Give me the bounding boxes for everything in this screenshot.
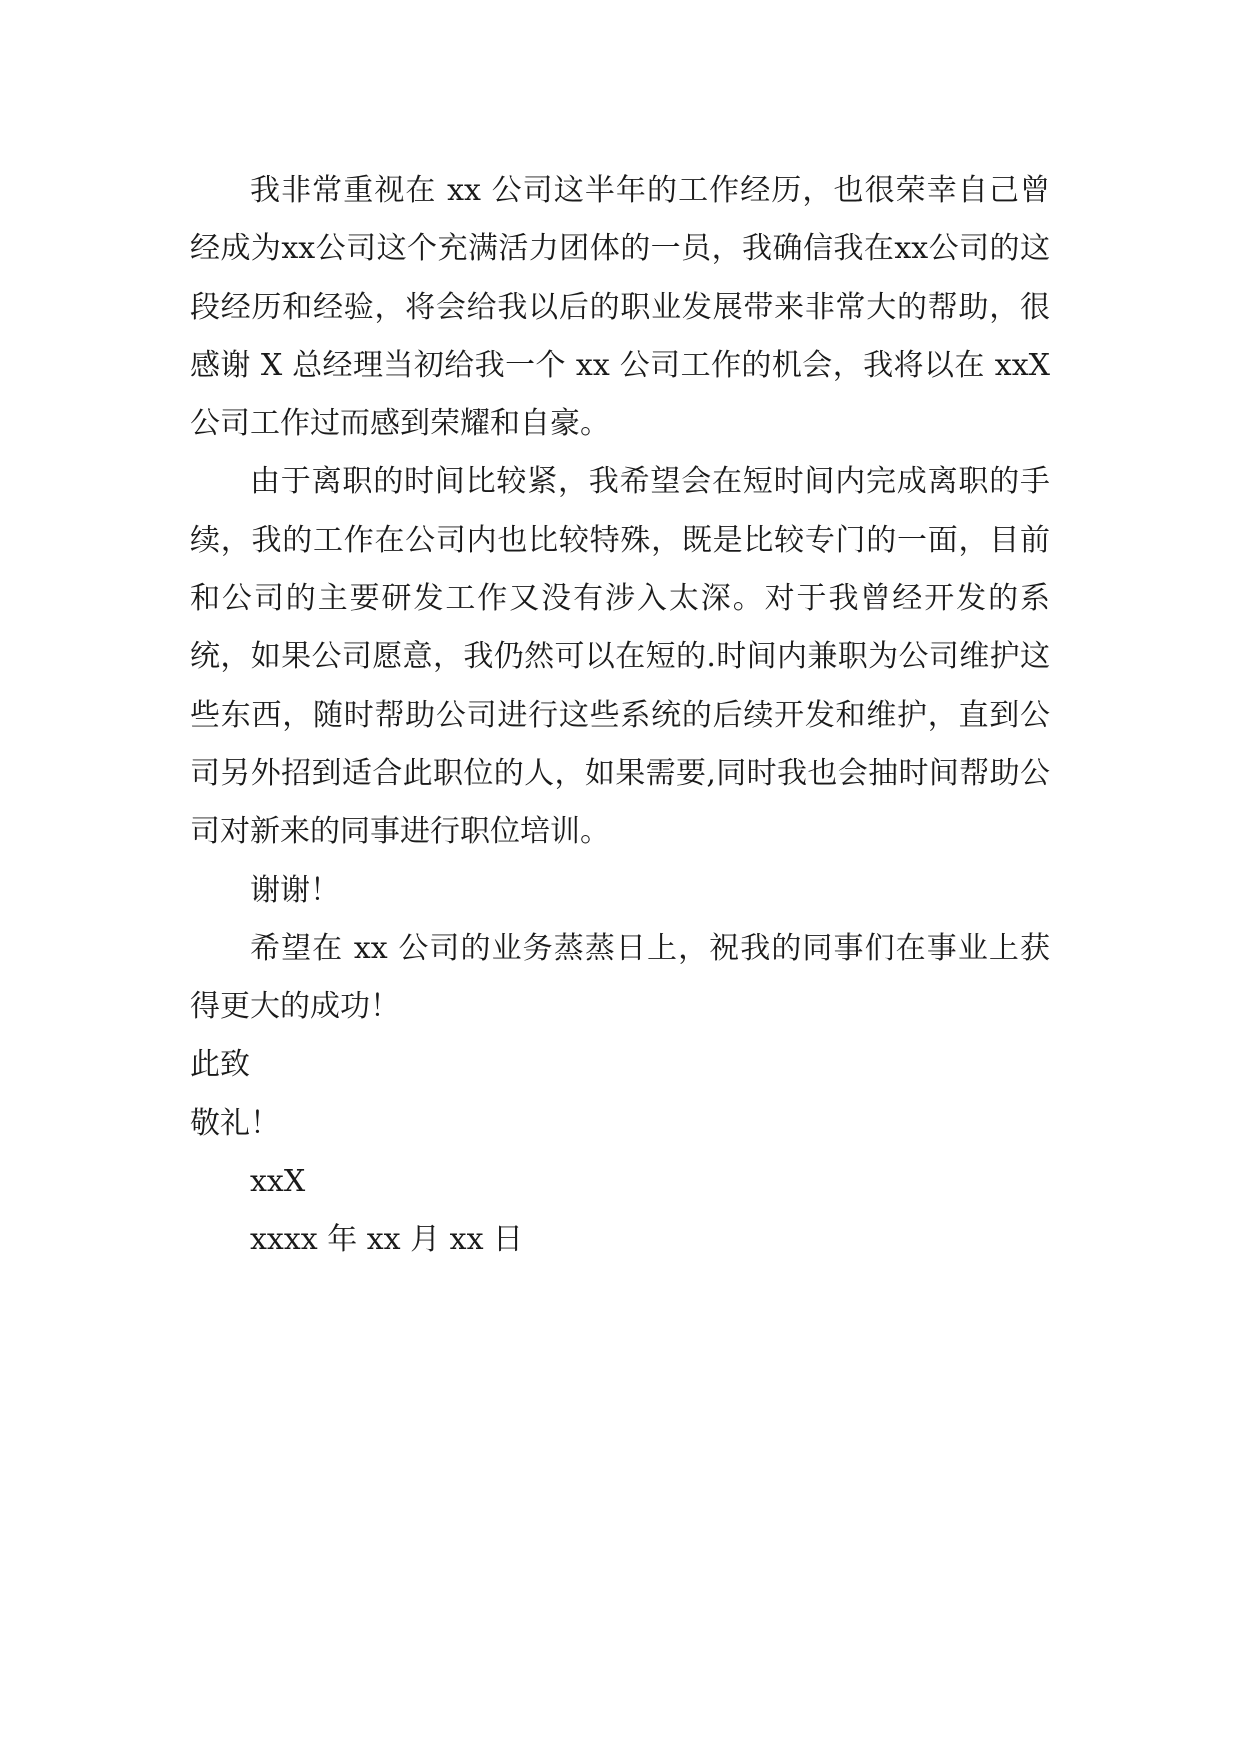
closing-salutation: 此致	[190, 1047, 250, 1083]
thanks-line: 谢谢！	[250, 872, 340, 908]
paragraph-work-experience: 我非常重视在 xx 公司这半年的工作经历，也很荣幸自己曾经成为xx公司这个充满活力团体的一员，我确信我在xx公司的这段经历和经验，将会给我以后的职业发展带来非常大的帮助，很感谢 X 总经理当初给我一个 xx 公司工作的机会，我将以在 xxX 公司工作过而感到荣耀和自豪。	[190, 173, 1050, 442]
paragraph-handover: 由于离职的时间比较紧，我希望会在短时间内完成离职的手续，我的工作在公司内也比较特殊，既是比较专门的一面，目前和公司的主要研发工作又没有涉入太深。对于我曾经开发的系统，如果公司愿意，我仍然可以在短的.时间内兼职为公司维护这些东西，随时帮助公司进行这些系统的后续开发和维护，直到公司另外招到适合此职位的人，如果需要,同时我也会抽时间帮助公司对新来的同事进行职位培训。	[190, 464, 1050, 850]
signature: xxX	[250, 1164, 306, 1200]
paragraph-wishes: 希望在 xx 公司的业务蒸蒸日上，祝我的同事们在事业上获得更大的成功！	[190, 930, 1050, 1025]
letter-date: xxxx 年 xx 月 xx 日	[250, 1222, 524, 1258]
closing-regards: 敬礼！	[190, 1105, 280, 1141]
letter-body	[190, 162, 1050, 1270]
